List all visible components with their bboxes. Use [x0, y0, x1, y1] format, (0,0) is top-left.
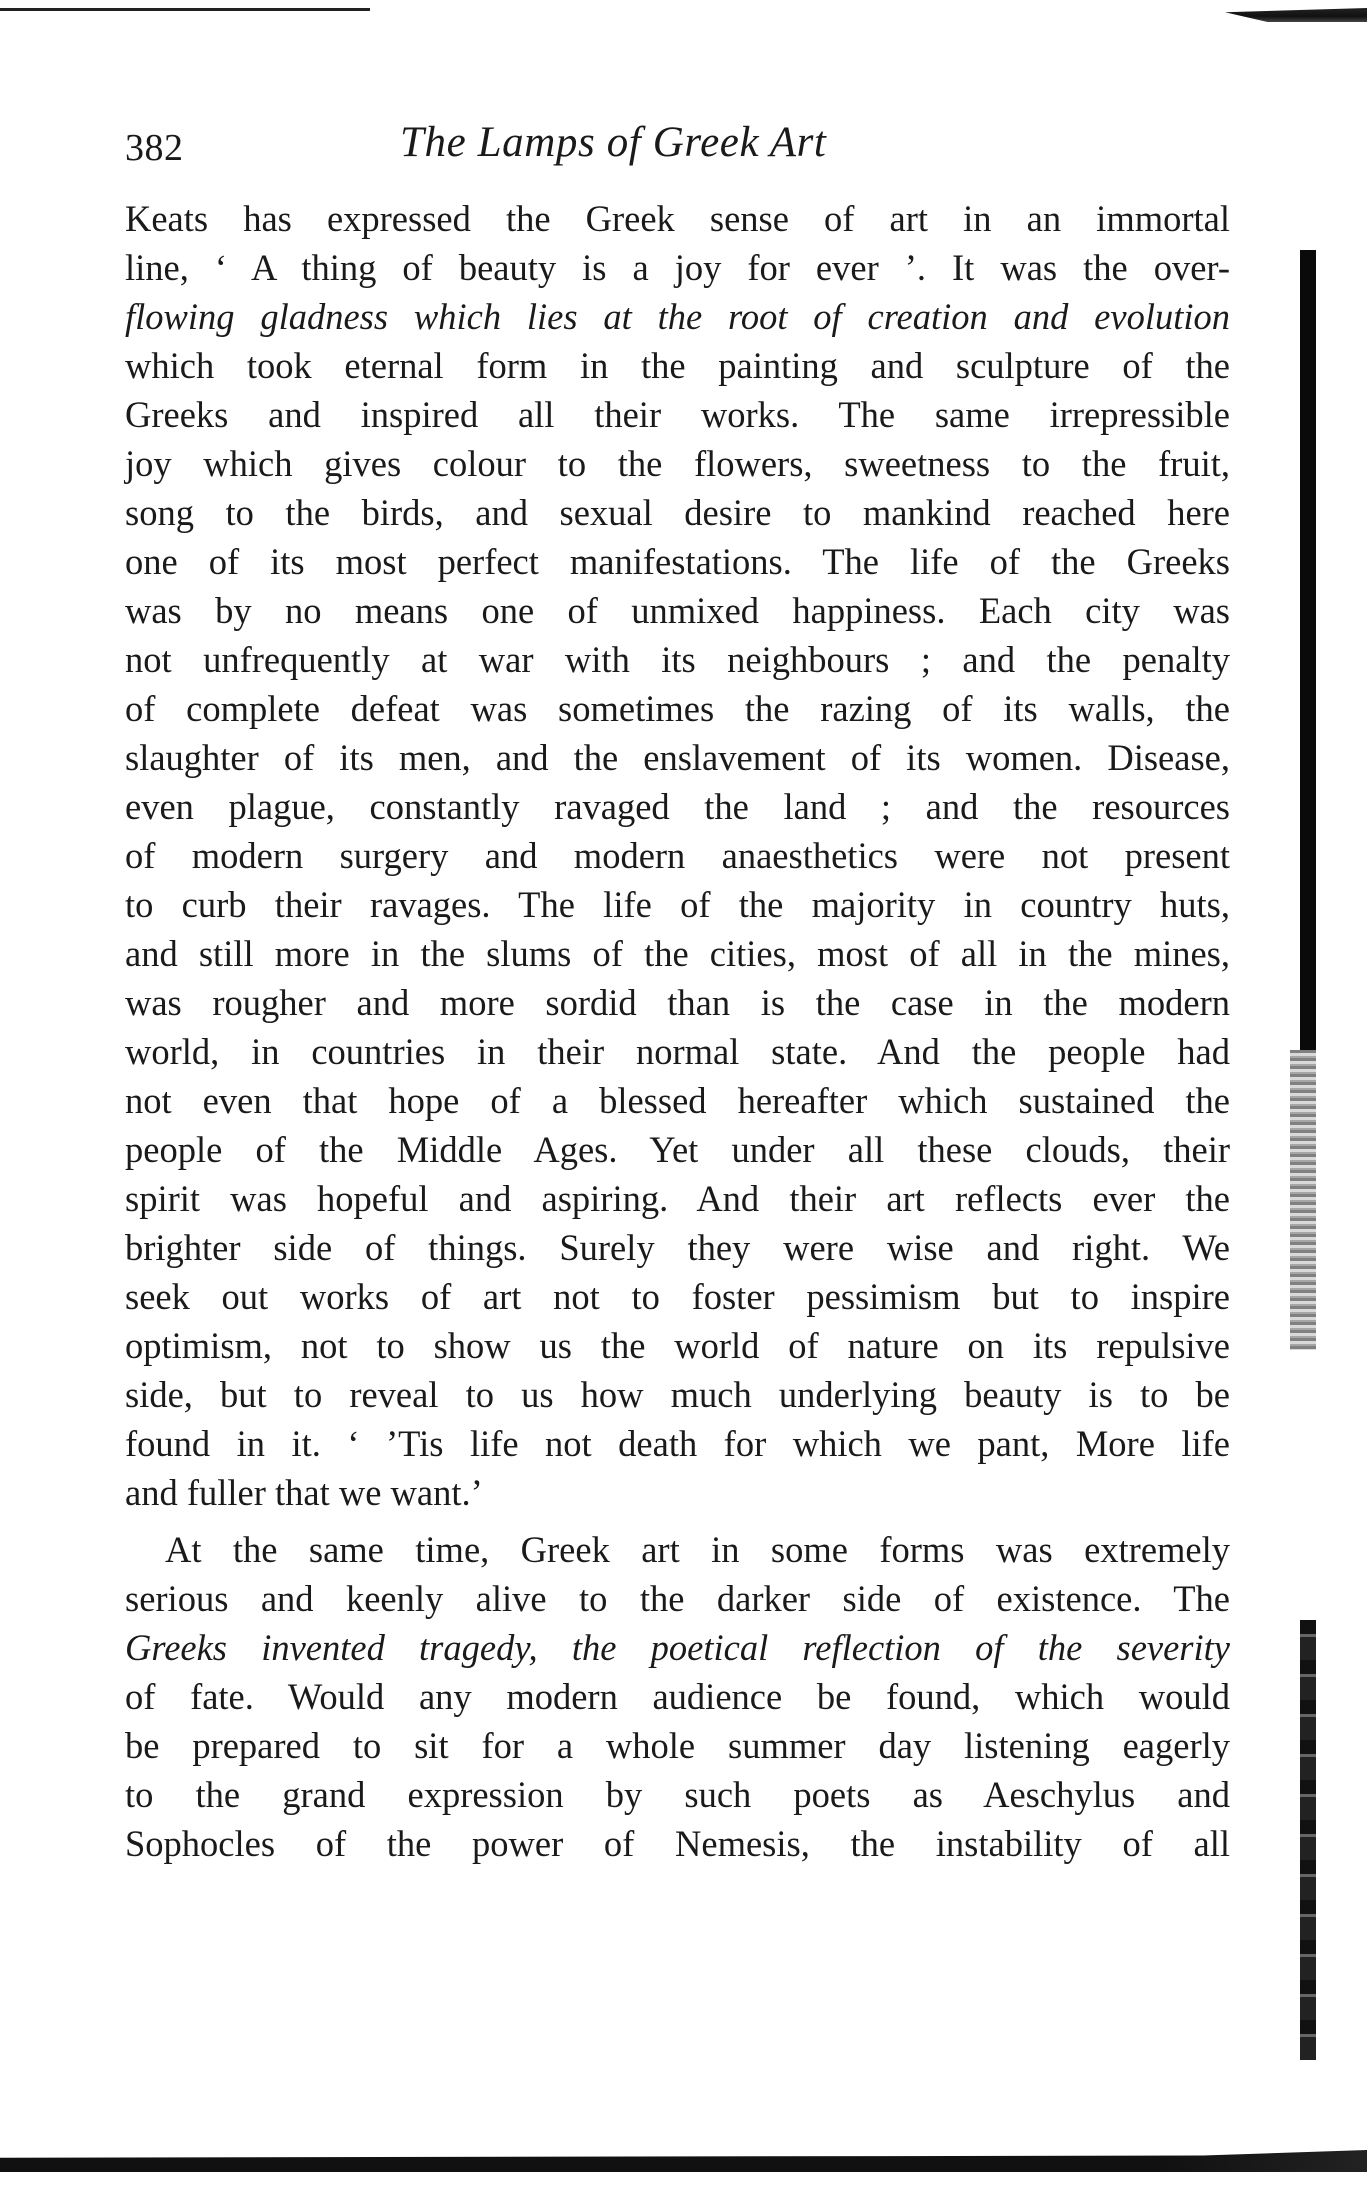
text-line: joy which gives colour to the flowers, sweetness to the fruit, [125, 443, 1230, 484]
scan-edge-bar-upper [1300, 250, 1316, 1050]
book-page [125, 118, 1230, 1868]
text-line: was by no means one of unmixed happiness. Each city was [125, 590, 1230, 631]
text-line: not unfrequently at war with its neighbours ; and the penalty [125, 639, 1230, 680]
text-line: one of its most perfect manifestations. The life of the Greeks [125, 541, 1230, 582]
text-line: seek out works of art not to foster pessimism but to inspire [125, 1276, 1230, 1317]
text-line: to the grand expression by such poets as Aeschylus and [125, 1774, 1230, 1815]
text-line: of complete defeat was sometimes the razing of its walls, the [125, 688, 1230, 729]
text-line: not even that hope of a blessed hereafter which sustained the [125, 1080, 1230, 1121]
scan-rule-bottom [0, 2150, 1367, 2172]
text-line: be prepared to sit for a whole summer day listening eagerly [125, 1725, 1230, 1766]
text-line: people of the Middle Ages. Yet under all these clouds, their [125, 1129, 1230, 1170]
text-line: serious and keenly alive to the darker side of existence. The [125, 1578, 1230, 1619]
body-text [125, 194, 1230, 1868]
text-line: optimism, not to show us the world of nature on its repulsive [125, 1325, 1230, 1366]
text-line: Greeks and inspired all their works. The same irrepressible [125, 394, 1230, 435]
page-number: 382 [125, 127, 184, 169]
text-line: brighter side of things. Surely they were wise and right. We [125, 1227, 1230, 1268]
text-line: spirit was hopeful and aspiring. And their art reflects ever the [125, 1178, 1230, 1219]
scan-rule-top [0, 8, 370, 11]
text-line: Sophocles of the power of Nemesis, the instability of all [125, 1823, 1230, 1864]
scan-edge-noise [1290, 1050, 1316, 1350]
scan-mark-top-right [1225, 8, 1367, 22]
text-line: was rougher and more sordid than is the case in the modern [125, 982, 1230, 1023]
text-line: side, but to reveal to us how much underlying beauty is to be [125, 1374, 1230, 1415]
text-line: flowing gladness which lies at the root of creation and evolution [125, 296, 1230, 337]
text-line: Keats has expressed the Greek sense of art in an immortal [125, 198, 1230, 239]
text-line: even plague, constantly ravaged the land ; and the resources [125, 786, 1230, 827]
text-line: Greeks invented tragedy, the poetical reflection of the severity [125, 1627, 1230, 1668]
running-head [125, 118, 1230, 180]
text-line: of fate. Would any modern audience be found, which would [125, 1676, 1230, 1717]
running-title: The Lamps of Greek Art [400, 119, 827, 166]
text-line: At the same time, Greek art in some forms was extremely [165, 1529, 1230, 1570]
text-line: slaughter of its men, and the enslavement of its women. Disease, [125, 737, 1230, 778]
scan-edge-bar-lower [1300, 1620, 1316, 2060]
text-line: and fuller that we want.’ [125, 1472, 483, 1513]
text-line: to curb their ravages. The life of the majority in country huts, [125, 884, 1230, 925]
text-line: of modern surgery and modern anaesthetics were not present [125, 835, 1230, 876]
text-line: line, ‘ A thing of beauty is a joy for ever ’. It was the over- [125, 247, 1230, 288]
text-line: found in it. ‘ ’Tis life not death for which we pant, More life [125, 1423, 1230, 1464]
text-line: and still more in the slums of the cities, most of all in the mines, [125, 933, 1230, 974]
text-line: song to the birds, and sexual desire to mankind reached here [125, 492, 1230, 533]
text-line: which took eternal form in the painting and sculpture of the [125, 345, 1230, 386]
text-line: world, in countries in their normal state. And the people had [125, 1031, 1230, 1072]
